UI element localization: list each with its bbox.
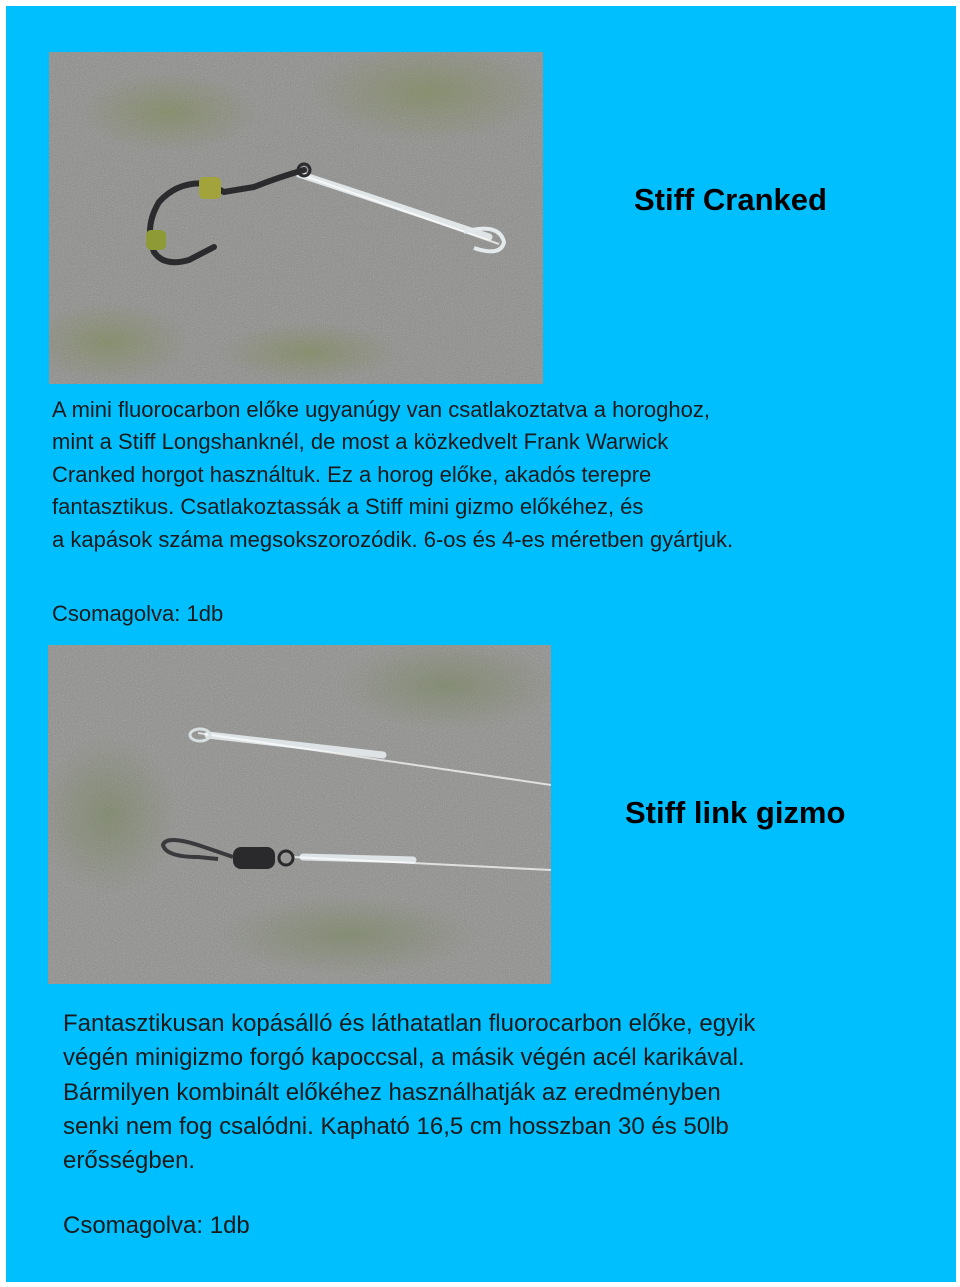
- stiff-link-gizmo-description: Fantasztikusan kopásálló és láthatatlan fluorocarbon előke, egyik végén minigizmo forgó kapoccsal, a másik végén acél karikával. Bármilyen kombinált előkéhez használhatják az eredményben senki nem fog csalódni. Kapható 16,5 cm hosszban 30 és 50lb erősségben.: [63, 1010, 756, 1175]
- stiff-cranked-description: A mini fluorocarbon előke ugyanúgy van csatlakoztatva a horoghoz, mint a Stiff Longshanknél, de most a közkedvelt Frank Warwick Cranked horgot használtuk. Ez a horog előke, akadós terepre fantasztikus. Csatlakoztassák a Stiff mini gizmo előkéhez, és a kapások száma megsokszorozódik. 6-os és 4-es méretben gyártjuk.: [52, 397, 734, 552]
- product-page: [6, 6, 956, 1282]
- stiff-link-gizmo-title: Stiff link gizmo: [625, 795, 846, 830]
- stiff-cranked-package: Csomagolva: 1db: [52, 601, 224, 626]
- stiff-link-gizmo-photo: [48, 645, 551, 984]
- stiff-link-gizmo-package: Csomagolva: 1db: [63, 1212, 250, 1239]
- stiff-cranked-title: Stiff Cranked: [634, 182, 827, 217]
- stiff-cranked-photo: [49, 52, 543, 384]
